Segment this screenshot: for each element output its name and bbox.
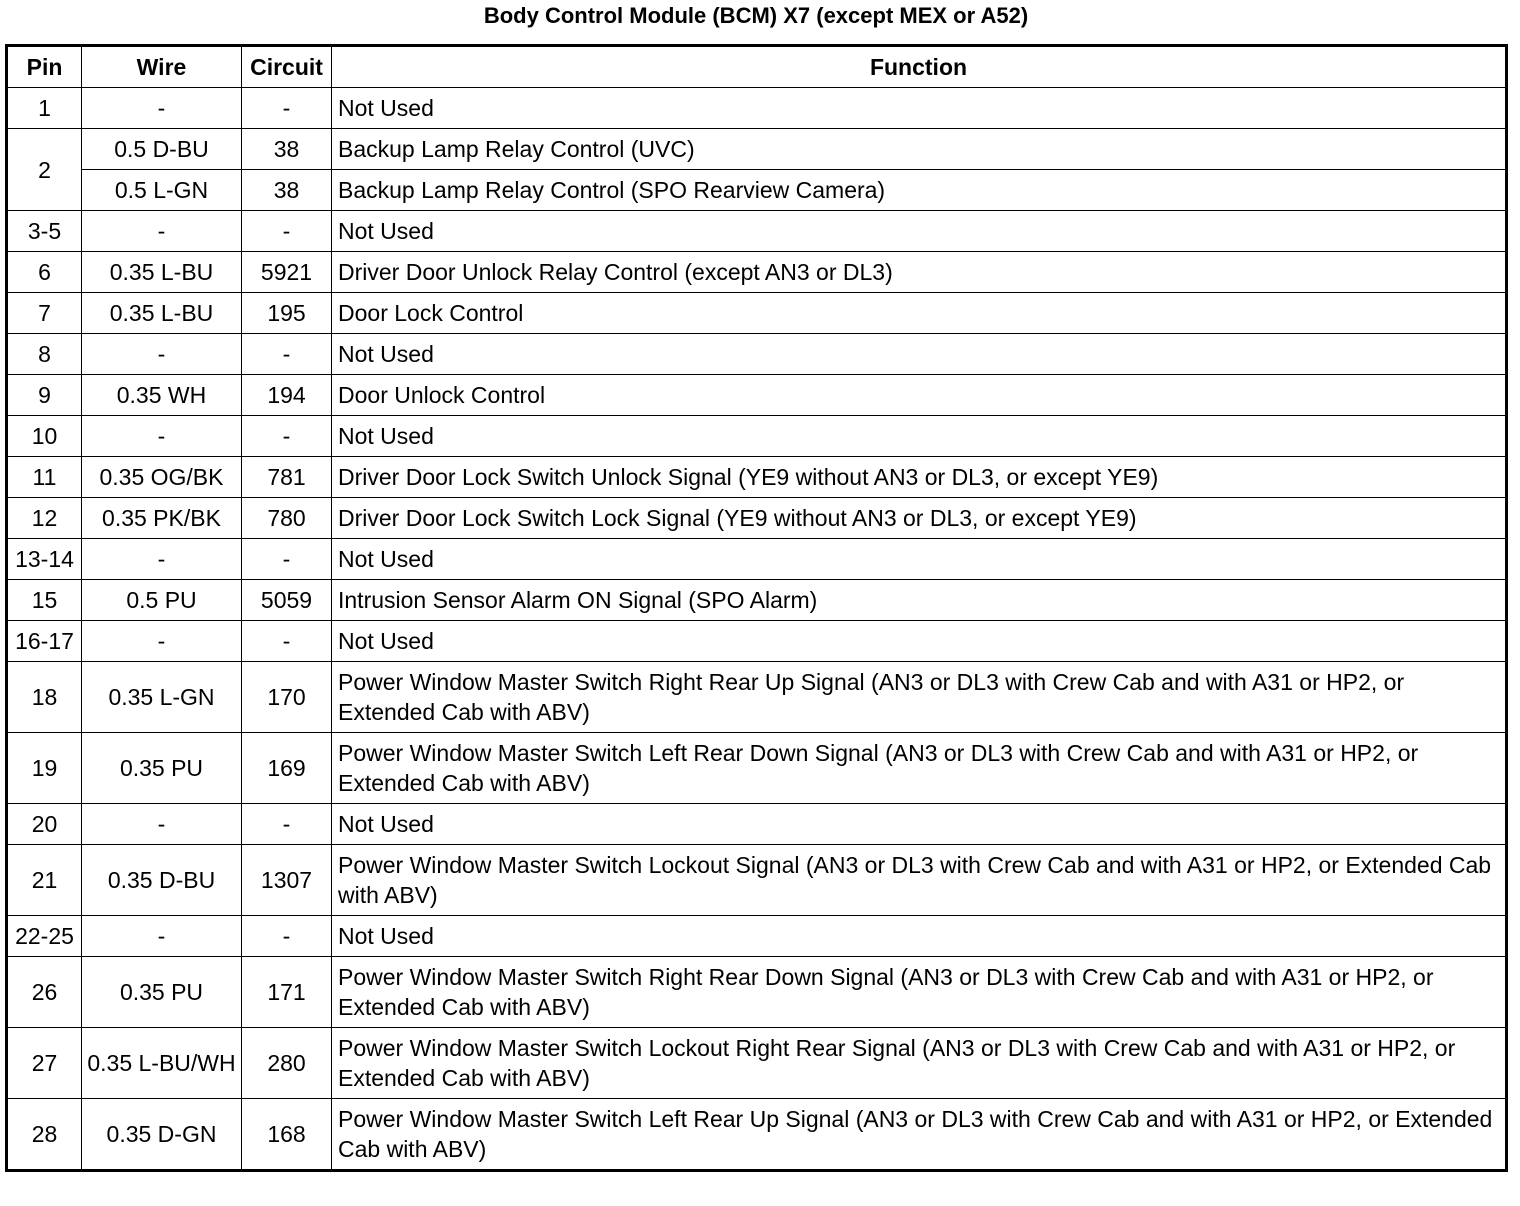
table-row <box>7 1099 1507 1171</box>
wire-cell: - <box>82 916 242 957</box>
pin-cell: 22-25 <box>7 916 82 957</box>
circuit-cell: 781 <box>242 457 332 498</box>
table-row <box>7 375 1507 416</box>
pin-cell: 15 <box>7 580 82 621</box>
function-cell: Driver Door Unlock Relay Control (except AN3 or DL3) <box>332 252 1507 293</box>
wire-cell: - <box>82 88 242 129</box>
wire-cell: 0.35 WH <box>82 375 242 416</box>
wire-cell: - <box>82 211 242 252</box>
circuit-cell: 780 <box>242 498 332 539</box>
wire-cell: 0.35 L-BU <box>82 293 242 334</box>
table-row <box>7 498 1507 539</box>
function-cell: Power Window Master Switch Left Rear Down Signal (AN3 or DL3 with Crew Cab and with A31 or HP2, or Extended Cab with ABV) <box>332 733 1507 804</box>
circuit-cell: 195 <box>242 293 332 334</box>
function-cell: Power Window Master Switch Lockout Signal (AN3 or DL3 with Crew Cab and with A31 or HP2, or Extended Cab with ABV) <box>332 845 1507 916</box>
function-cell: Power Window Master Switch Left Rear Up Signal (AN3 or DL3 with Crew Cab and with A31 or HP2, or Extended Cab with ABV) <box>332 1099 1507 1171</box>
pin-cell: 3-5 <box>7 211 82 252</box>
circuit-cell: 5921 <box>242 252 332 293</box>
function-cell: Door Unlock Control <box>332 375 1507 416</box>
pin-cell: 28 <box>7 1099 82 1171</box>
table-row <box>7 621 1507 662</box>
circuit-cell: 171 <box>242 957 332 1028</box>
wire-cell: - <box>82 334 242 375</box>
pinout-table <box>5 44 1508 1172</box>
table-row <box>7 88 1507 129</box>
table-row <box>7 416 1507 457</box>
function-cell: Not Used <box>332 416 1507 457</box>
table-row <box>7 539 1507 580</box>
pin-cell: 1 <box>7 88 82 129</box>
function-cell: Not Used <box>332 211 1507 252</box>
header-circuit: Circuit <box>242 46 332 88</box>
header-wire: Wire <box>82 46 242 88</box>
wire-cell: - <box>82 804 242 845</box>
pin-cell: 12 <box>7 498 82 539</box>
circuit-cell: 5059 <box>242 580 332 621</box>
wire-cell: 0.35 L-BU <box>82 252 242 293</box>
function-cell: Not Used <box>332 334 1507 375</box>
function-cell: Not Used <box>332 621 1507 662</box>
function-cell: Power Window Master Switch Lockout Right Rear Signal (AN3 or DL3 with Crew Cab and with A31 or HP2, or Extended Cab with ABV) <box>332 1028 1507 1099</box>
table-row <box>7 457 1507 498</box>
pin-cell: 6 <box>7 252 82 293</box>
table-row <box>7 252 1507 293</box>
table-row <box>7 580 1507 621</box>
wire-cell: 0.35 OG/BK <box>82 457 242 498</box>
function-cell: Driver Door Lock Switch Unlock Signal (YE9 without AN3 or DL3, or except YE9) <box>332 457 1507 498</box>
wire-cell: 0.35 D-BU <box>82 845 242 916</box>
pin-cell: 26 <box>7 957 82 1028</box>
table-row <box>7 170 1507 211</box>
circuit-cell: - <box>242 334 332 375</box>
wire-cell: 0.5 L-GN <box>82 170 242 211</box>
wire-cell: 0.35 D-GN <box>82 1099 242 1171</box>
pin-cell: 7 <box>7 293 82 334</box>
pin-cell: 9 <box>7 375 82 416</box>
wire-cell: 0.35 L-BU/WH <box>82 1028 242 1099</box>
table-row <box>7 662 1507 733</box>
circuit-cell: - <box>242 916 332 957</box>
wire-cell: 0.35 L-GN <box>82 662 242 733</box>
pin-cell: 19 <box>7 733 82 804</box>
function-cell: Door Lock Control <box>332 293 1507 334</box>
table-header-row <box>7 46 1507 88</box>
pin-cell: 21 <box>7 845 82 916</box>
table-row <box>7 334 1507 375</box>
pin-cell: 10 <box>7 416 82 457</box>
table-row <box>7 129 1507 170</box>
pin-cell: 11 <box>7 457 82 498</box>
circuit-cell: 170 <box>242 662 332 733</box>
wire-cell: - <box>82 621 242 662</box>
table-row <box>7 804 1507 845</box>
pin-cell: 2 <box>7 129 82 211</box>
pin-cell: 27 <box>7 1028 82 1099</box>
wire-cell: 0.35 PK/BK <box>82 498 242 539</box>
function-cell: Not Used <box>332 804 1507 845</box>
circuit-cell: 280 <box>242 1028 332 1099</box>
pin-cell: 13-14 <box>7 539 82 580</box>
page-title: Body Control Module (BCM) X7 (except MEX or A52) <box>483 3 1029 28</box>
table-row <box>7 1028 1507 1099</box>
pin-cell: 8 <box>7 334 82 375</box>
pin-cell: 16-17 <box>7 621 82 662</box>
pin-cell: 20 <box>7 804 82 845</box>
function-cell: Backup Lamp Relay Control (UVC) <box>332 129 1507 170</box>
header-pin: Pin <box>7 46 82 88</box>
function-cell: Power Window Master Switch Right Rear Down Signal (AN3 or DL3 with Crew Cab and with A31 or HP2, or Extended Cab with ABV) <box>332 957 1507 1028</box>
table-row <box>7 916 1507 957</box>
wire-cell: 0.35 PU <box>82 957 242 1028</box>
circuit-cell: 194 <box>242 375 332 416</box>
table-row <box>7 957 1507 1028</box>
wire-cell: 0.5 D-BU <box>82 129 242 170</box>
header-function: Function <box>332 46 1507 88</box>
circuit-cell: 1307 <box>242 845 332 916</box>
table-row <box>7 293 1507 334</box>
wire-cell: - <box>82 539 242 580</box>
function-cell: Power Window Master Switch Right Rear Up Signal (AN3 or DL3 with Crew Cab and with A31 or HP2, or Extended Cab with ABV) <box>332 662 1507 733</box>
table-row <box>7 845 1507 916</box>
pin-cell: 18 <box>7 662 82 733</box>
circuit-cell: - <box>242 804 332 845</box>
function-cell: Backup Lamp Relay Control (SPO Rearview Camera) <box>332 170 1507 211</box>
function-cell: Not Used <box>332 539 1507 580</box>
circuit-cell: - <box>242 88 332 129</box>
circuit-cell: 168 <box>242 1099 332 1171</box>
wire-cell: 0.35 PU <box>82 733 242 804</box>
function-cell: Not Used <box>332 88 1507 129</box>
wire-cell: - <box>82 416 242 457</box>
table-row <box>7 211 1507 252</box>
circuit-cell: - <box>242 539 332 580</box>
circuit-cell: - <box>242 621 332 662</box>
circuit-cell: - <box>242 416 332 457</box>
function-cell: Driver Door Lock Switch Lock Signal (YE9 without AN3 or DL3, or except YE9) <box>332 498 1507 539</box>
wire-cell: 0.5 PU <box>82 580 242 621</box>
function-cell: Intrusion Sensor Alarm ON Signal (SPO Alarm) <box>332 580 1507 621</box>
circuit-cell: 38 <box>242 170 332 211</box>
table-row <box>7 733 1507 804</box>
circuit-cell: 38 <box>242 129 332 170</box>
function-cell: Not Used <box>332 916 1507 957</box>
circuit-cell: - <box>242 211 332 252</box>
circuit-cell: 169 <box>242 733 332 804</box>
